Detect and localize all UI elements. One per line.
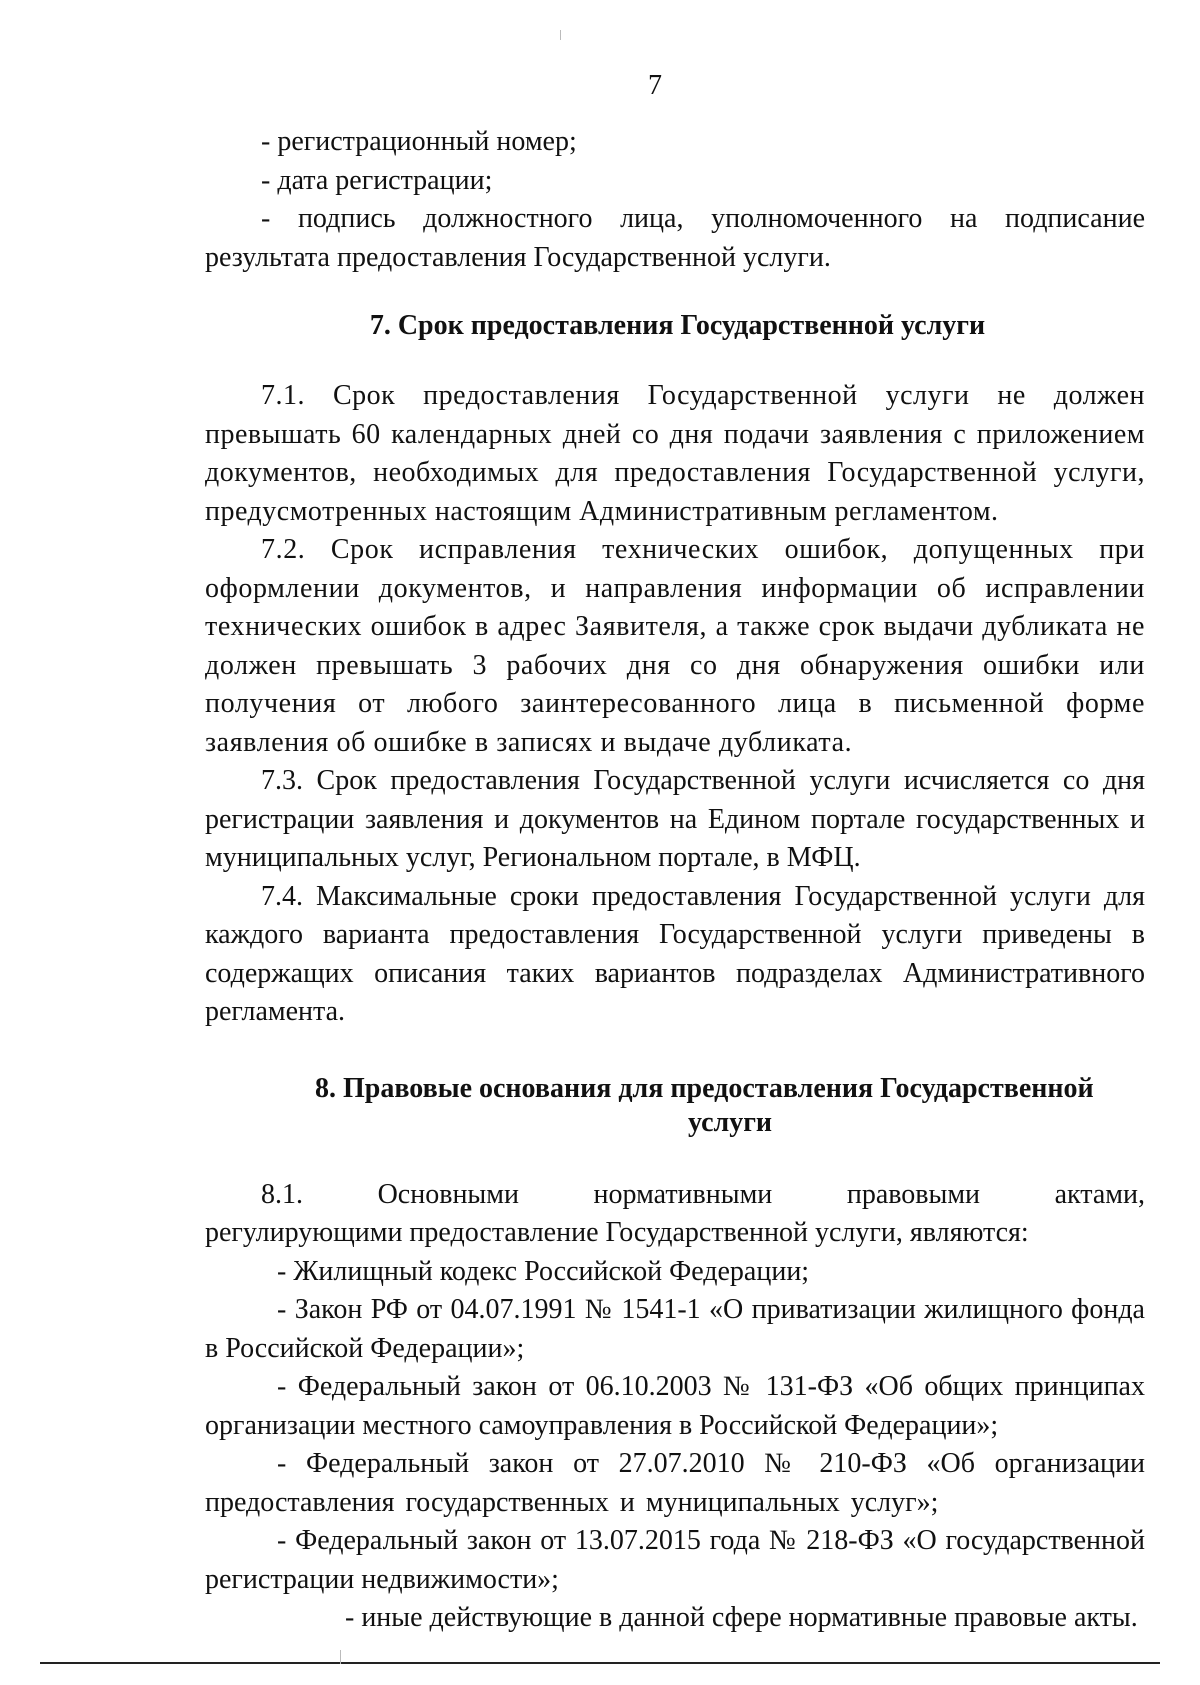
legal-act-item: - Жилищный кодекс Российской Федерации; [277,1255,810,1287]
section-8-heading-line2: услуги [687,1106,773,1138]
paragraph-7-1: 7.1. Срок предоставления Государственной услуги не должен превышать 60 календарных дней со дня подачи заявления с приложением документов, необходимых для предоставления Государственной услуги, предусмотренных настоящим Административным регламентом. [205,380,1145,527]
scan-mark [340,1650,341,1664]
legal-act-item: - Закон РФ от 04.07.1991 № 1541-1 «О приватизации жилищного фонда в Российской Федерации»; [205,1294,1145,1364]
section-7-heading: 7. Срок предоставления Государственной услуги [369,310,986,341]
list-item: - регистрационный номер; [261,126,577,157]
legal-act-item: - Федеральный закон от 13.07.2015 года № 218-ФЗ «О государственной регистрации недвижимости»; [205,1525,1145,1595]
paragraph-7-2: 7.2. Срок исправления технических ошибок, допущенных при оформлении документов, и направления информации об исправлении технических ошибок в адрес Заявителя, а также срок выдачи дубликата не должен превышать 3 рабочих дня со дня обнаружения ошибки или получения от любого заинтересованного лица в письменной форме заявления об ошибке в записях и выдаче дубликата. [205,534,1145,758]
page-number: 7 [648,70,662,101]
paragraph-7-4: 7.4. Максимальные сроки предоставления Государственной услуги для каждого варианта предоставления Государственной услуги приведены в содержащих описания таких вариантов подразделах Административного регламента. [205,880,1145,1027]
scan-mark [560,30,561,40]
legal-act-item: - иные действующие в данной сфере нормативные правовые акты. [345,1602,1138,1633]
list-item-signature-line2: результата предоставления Государственной услуги. [205,241,831,273]
list-item-signature-line1: - подпись должностного лица, уполномоченного на подписание [261,203,1145,234]
legal-act-item: - Федеральный закон от 06.10.2003 № 131-ФЗ «Об общих принципах организации местного самоуправления в Российской Федерации»; [205,1371,1145,1441]
section-8-heading-line1: 8. Правовые основания для предоставления Государственной [315,1072,1094,1104]
section-8-heading [205,1072,1145,1140]
paragraph-8-1-line2: регулирующими предоставление Государственной услуги, являются: [205,1217,1029,1248]
paragraph-7-3: 7.3. Срок предоставления Государственной услуги исчисляется со дня регистрации заявления и документов на Едином портале государственных и муниципальных услуг, Региональном портале, в МФЦ. [205,765,1145,873]
page-bottom-rule [40,1662,1160,1664]
legal-act-item: - Федеральный закон от 27.07.2010 № 210-ФЗ «Об организации предоставления государственных и муниципальных услуг»; [205,1448,1145,1518]
document-body [205,123,1145,1638]
list-item: - дата регистрации; [261,164,493,196]
paragraph-8-1-line1: 8.1. Основными нормативными правовыми актами, [261,1178,1145,1210]
